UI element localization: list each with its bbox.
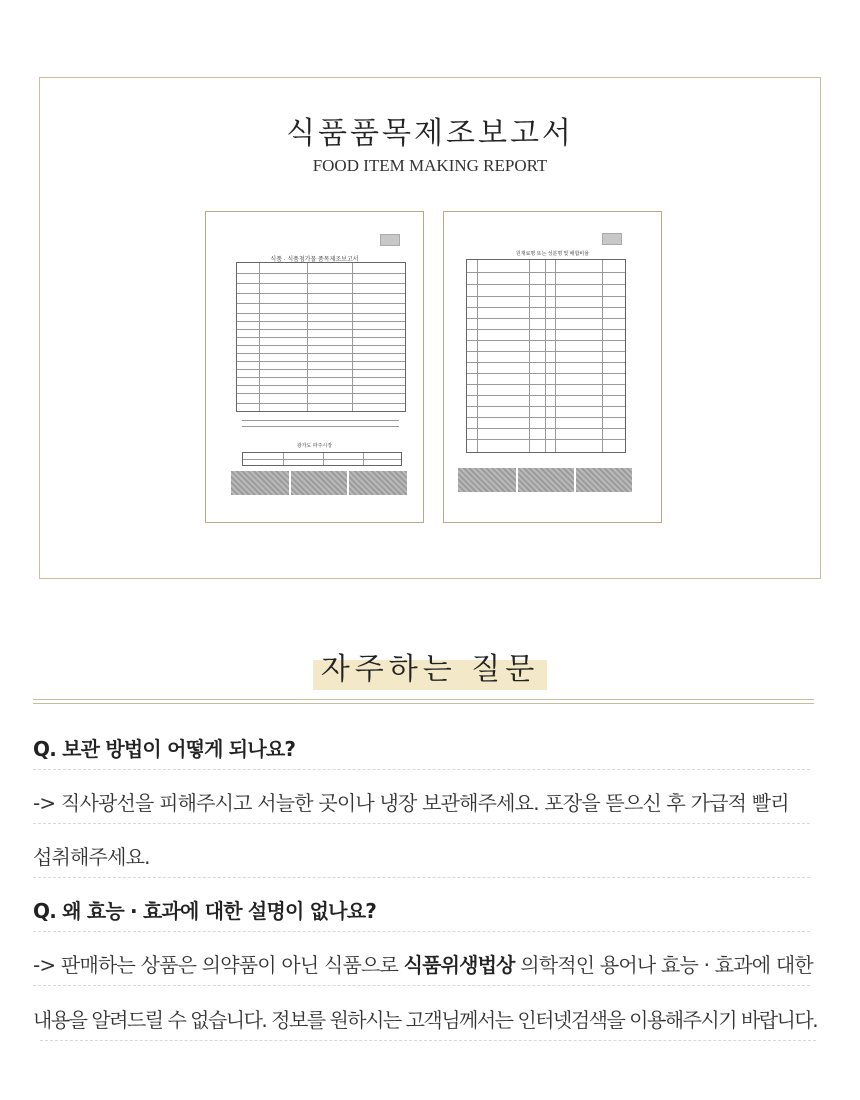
faq-answer-2-line-2: 내용을 알려드릴 수 없습니다. 정보를 원하시는 고객님께서는 인터넷검색을 이용해주시기 바랍니다. — [33, 1008, 818, 1032]
report-document-image-1 — [205, 211, 424, 523]
faq-dashed-divider — [40, 1040, 816, 1041]
redacted-area — [231, 471, 289, 495]
faq-dashed-divider — [33, 823, 810, 824]
faq-dashed-divider — [33, 769, 810, 770]
report-frame — [39, 77, 821, 579]
faq-answer-1-line-2: 섭취해주세요. — [33, 845, 150, 869]
document-stamp — [380, 234, 400, 246]
document-heading: 원재료명 또는 성분명 및 배합비율 — [515, 251, 590, 257]
redacted-area — [291, 471, 347, 495]
answer-emphasis: 식품위생법상 — [403, 953, 515, 977]
faq-divider — [33, 699, 814, 704]
faq-answer-1-line-1: -> 직사광선을 피해주시고 서늘한 곳이나 냉장 보관해주세요. 포장을 뜯으신 후 가급적 빨리 — [33, 791, 789, 815]
document-heading: 식품 · 식품첨가물 품목제조보고서 — [270, 257, 359, 263]
faq-heading — [0, 640, 860, 690]
document-footer-table — [242, 452, 402, 466]
redacted-area — [518, 468, 574, 492]
faq-dashed-divider — [33, 985, 810, 986]
faq-question-1: Q. 보관 방법이 어떻게 되나요? — [33, 737, 296, 761]
redacted-area — [458, 468, 516, 492]
faq-dashed-divider — [33, 877, 810, 878]
ingredient-table — [466, 259, 626, 453]
document-form-table — [236, 262, 406, 412]
redacted-area — [576, 468, 632, 492]
faq-question-2: Q. 왜 효능 · 효과에 대한 설명이 없나요? — [33, 899, 377, 923]
report-title: 식품품목제조보고서 — [286, 116, 574, 151]
faq-heading-text: 자주하는 질문 — [313, 640, 547, 690]
faq-answer-2-line-1 — [33, 949, 813, 978]
faq-dashed-divider — [33, 931, 810, 932]
document-stamp — [602, 233, 622, 245]
answer-text: 의학적인 용어나 효능 · 효과에 대한 — [514, 953, 813, 977]
report-subtitle: FOOD ITEM MAKING REPORT — [312, 156, 548, 175]
redacted-area — [349, 471, 407, 495]
report-document-image-2 — [443, 211, 662, 523]
document-authority: 광가도 파주시장 — [296, 443, 333, 449]
answer-text: -> 판매하는 상품은 의약품이 아닌 식품으로 — [33, 953, 404, 977]
